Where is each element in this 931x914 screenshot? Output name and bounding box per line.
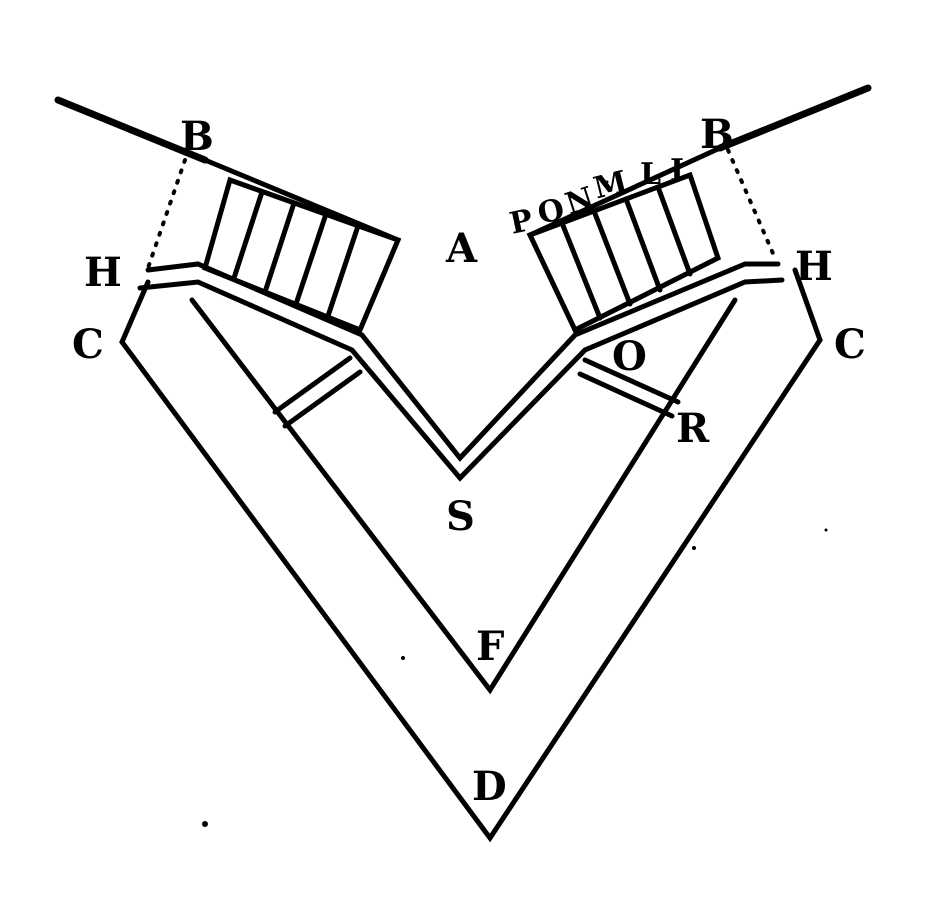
label-I: I — [670, 153, 685, 188]
dotted-line-right-BH — [728, 150, 775, 258]
label-O-top: O — [534, 192, 568, 232]
outer-v-shape — [122, 270, 820, 838]
label-H-left: H — [84, 249, 122, 296]
ink-speck — [825, 529, 828, 532]
right-comb-tooth-3 — [626, 199, 660, 290]
left-comb-tooth-1 — [234, 192, 262, 278]
left-comb-tooth-2 — [265, 203, 294, 292]
left-comb-tooth-4 — [328, 226, 358, 316]
label-C-right: C — [834, 321, 866, 368]
right-comb-tooth-1 — [562, 223, 600, 318]
label-S: S — [446, 493, 475, 540]
label-A: A — [446, 225, 478, 272]
label-N: N — [561, 180, 599, 223]
ink-speck — [692, 546, 696, 550]
ink-speck — [202, 821, 208, 827]
label-R: R — [676, 405, 710, 452]
dotted-line-left-BH — [148, 160, 185, 268]
right-comb-tooth-2 — [594, 211, 630, 304]
left-comb-tooth-3 — [296, 214, 326, 304]
label-O-lower: O — [612, 333, 647, 380]
label-B-right: B — [700, 111, 734, 158]
label-F: F — [476, 623, 505, 670]
label-B-left: B — [180, 113, 214, 160]
label-D: D — [472, 763, 507, 810]
line-right-BB — [720, 88, 868, 148]
right-comb-tooth-4 — [658, 187, 690, 274]
label-H-right: H — [795, 243, 833, 290]
label-L: L — [640, 157, 662, 192]
ink-speck — [401, 656, 405, 660]
label-C-left: C — [72, 321, 104, 368]
label-M: M — [590, 164, 631, 207]
label-P: P — [506, 202, 537, 242]
